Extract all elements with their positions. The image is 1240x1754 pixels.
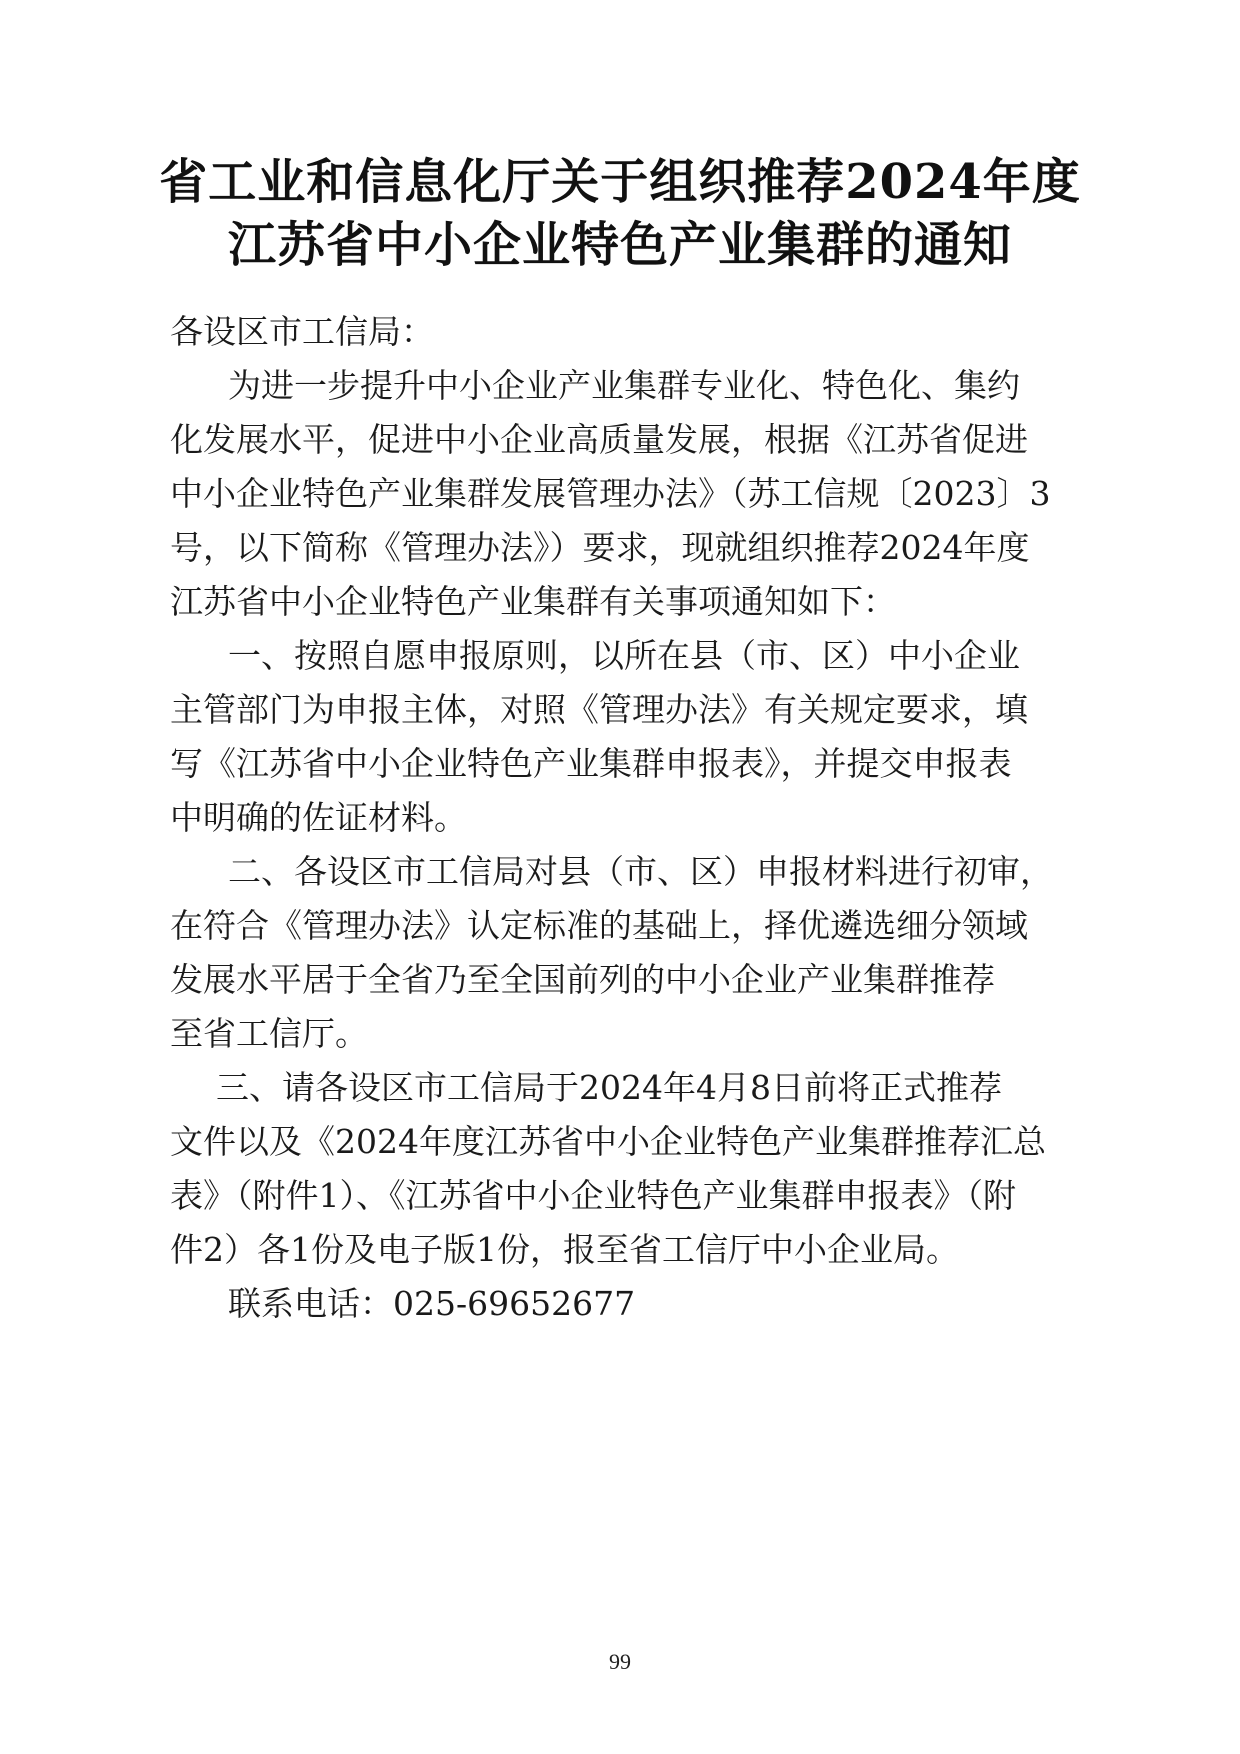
- body-line: 发展水平居于全省乃至全国前列的中小企业产业集群推荐: [170, 960, 995, 999]
- body-line: 二、各设区市工信局对县（市、区）申报材料进行初审，: [228, 852, 1053, 891]
- body-line: 中明确的佐证材料。: [170, 798, 467, 837]
- body-line: 文件以及《2024年度江苏省中小企业特色产业集群推荐汇总: [170, 1122, 1046, 1161]
- document-title-line-2: 江苏省中小企业特色产业集群的通知: [227, 217, 1012, 273]
- page-number: 99: [609, 1649, 631, 1674]
- body-line: 写《江苏省中小企业特色产业集群申报表》，并提交申报表: [170, 744, 1012, 783]
- body-line: 中小企业特色产业集群发展管理办法》（苏工信规〔2023〕3: [170, 474, 1051, 513]
- body-line: 在符合《管理办法》认定标准的基础上，择优遴选细分领域: [170, 906, 1028, 945]
- salutation: 各设区市工信局：: [170, 312, 434, 351]
- body-line: 件2）各1份及电子版1份，报至省工信厅中小企业局。: [170, 1230, 959, 1269]
- body-line: 一、按照自愿申报原则，以所在县（市、区）中小企业: [228, 636, 1020, 675]
- body-line: 江苏省中小企业特色产业集群有关事项通知如下：: [170, 582, 896, 621]
- body-line: 为进一步提升中小企业产业集群专业化、特色化、集约: [228, 366, 1020, 405]
- body-line: 主管部门为申报主体，对照《管理办法》有关规定要求，填: [170, 690, 1028, 729]
- body-line: 至省工信厅。: [170, 1014, 368, 1053]
- contact-phone: 联系电话：025-69652677: [228, 1284, 636, 1323]
- body-line: 三、请各设区市工信局于2024年4月8日前将正式推荐: [216, 1068, 1002, 1107]
- body-line: 化发展水平，促进中小企业高质量发展，根据《江苏省促进: [170, 420, 1028, 459]
- body-line: 号，以下简称《管理办法》）要求，现就组织推荐2024年度: [170, 528, 1030, 567]
- body-line: 表》（附件1）、《江苏省中小企业特色产业集群申报表》（附: [170, 1176, 1016, 1215]
- document-title-line-1: 省工业和信息化厅关于组织推荐2024年度: [159, 154, 1081, 210]
